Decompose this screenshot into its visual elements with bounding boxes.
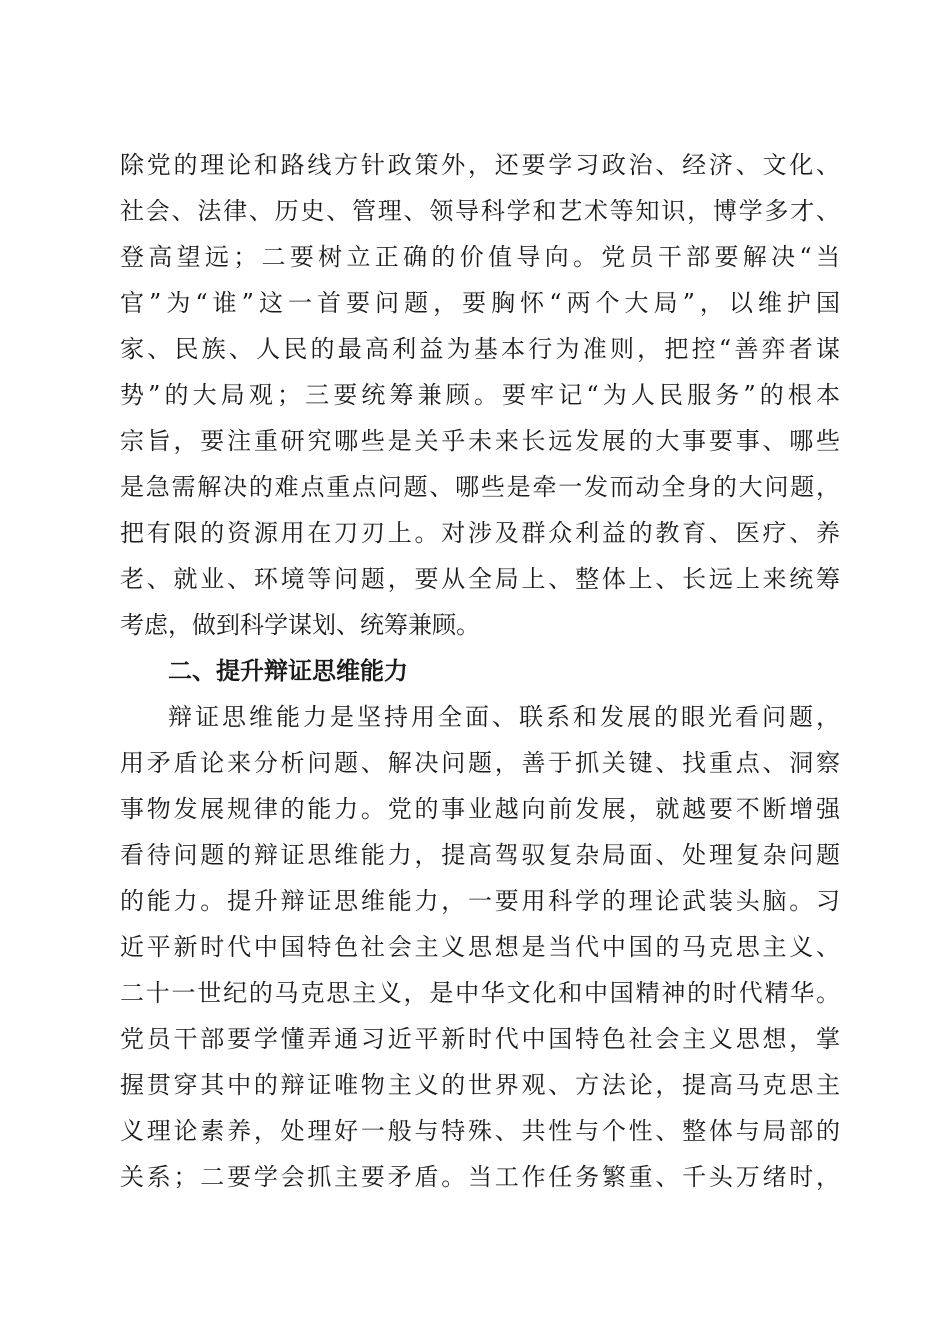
paragraph-2-line: 用矛盾论来分析问题、解决问题，善于抓关键、找重点、洞察 bbox=[120, 749, 840, 777]
paragraph-1-line: 势”的大局观；三要统筹兼顾。要牢记“为人民服务”的根本 bbox=[120, 381, 840, 409]
paragraph-2-line: 看待问题的辩证思维能力，提高驾驭复杂局面、处理复杂问题 bbox=[120, 841, 840, 869]
paragraph-1-line: 把有限的资源用在刀刃上。对涉及群众利益的教育、医疗、养 bbox=[120, 519, 840, 547]
paragraph-2-line: 事物发展规律的能力。党的事业越向前发展，就越要不断增强 bbox=[120, 795, 840, 823]
paragraph-1-line: 老、就业、环境等问题，要从全局上、整体上、长远上来统筹 bbox=[120, 565, 840, 593]
paragraph-1-line: 考虑，做到科学谋划、统筹兼顾。 bbox=[120, 611, 480, 639]
paragraph-2-line: 握贯穿其中的辩证唯物主义的世界观、方法论，提高马克思主 bbox=[120, 1071, 840, 1099]
section-heading: 二、提升辩证思维能力 bbox=[168, 657, 408, 685]
paragraph-2-line: 义理论素养，处理好一般与特殊、共性与个性、整体与局部的 bbox=[120, 1117, 840, 1145]
paragraph-2-line: 的能力。提升辩证思维能力，一要用科学的理论武装头脑。习 bbox=[120, 887, 840, 915]
paragraph-1-line: 除党的理论和路线方针政策外，还要学习政治、经济、文化、 bbox=[120, 151, 840, 179]
paragraph-2-line: 二十一世纪的马克思主义，是中华文化和中国精神的时代精华。 bbox=[120, 979, 840, 1007]
paragraph-2-line: 关系；二要学会抓主要矛盾。当工作任务繁重、千头万绪时， bbox=[120, 1163, 840, 1191]
paragraph-1-line: 登高望远；二要树立正确的价值导向。党员干部要解决“当 bbox=[120, 243, 840, 271]
paragraph-2-line: 党员干部要学懂弄通习近平新时代中国特色社会主义思想，掌 bbox=[120, 1025, 840, 1053]
paragraph-1-line: 是急需解决的难点重点问题、哪些是牵一发而动全身的大问题， bbox=[120, 473, 840, 501]
paragraph-1-line: 官”为“谁”这一首要问题，要胸怀“两个大局”，以维护国 bbox=[120, 289, 840, 317]
paragraph-2-line: 近平新时代中国特色社会主义思想是当代中国的马克思主义、 bbox=[120, 933, 840, 961]
paragraph-1-line: 社会、法律、历史、管理、领导科学和艺术等知识，博学多才、 bbox=[120, 197, 840, 225]
paragraph-2-line: 辩证思维能力是坚持用全面、联系和发展的眼光看问题， bbox=[168, 703, 840, 731]
paragraph-1-line: 家、民族、人民的最高利益为基本行为准则，把控“善弈者谋 bbox=[120, 335, 840, 363]
paragraph-1-line: 宗旨，要注重研究哪些是关乎未来长远发展的大事要事、哪些 bbox=[120, 427, 840, 455]
